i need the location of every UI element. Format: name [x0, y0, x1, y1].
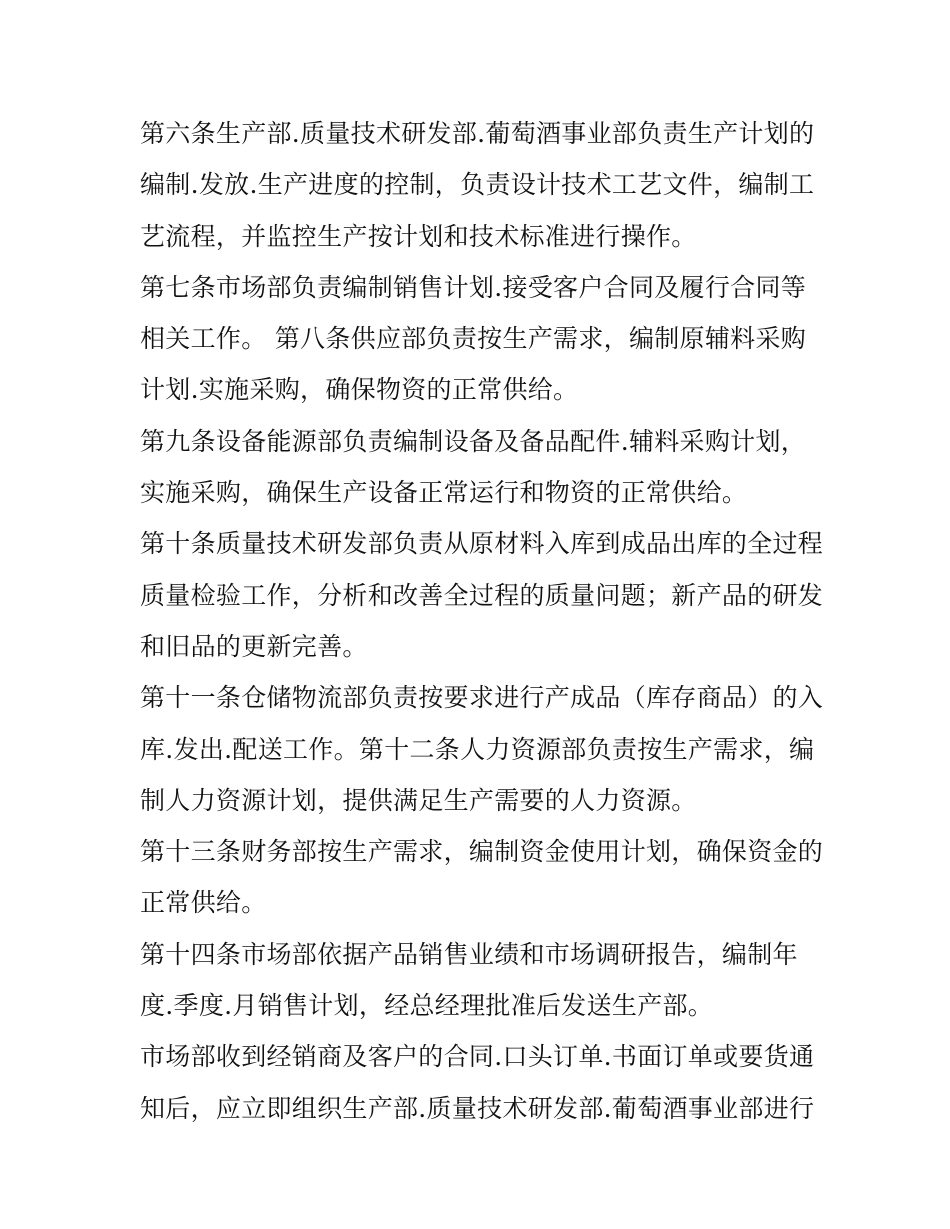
- text-line: 知后，应立即组织生产部.质量技术研发部.葡萄酒事业部进行: [140, 1093, 815, 1123]
- text-line: 第十四条市场部依据产品销售业绩和市场调研报告，编制年: [140, 939, 798, 969]
- text-line: 市场部收到经销商及客户的合同.口头订单.书面订单或要货通: [140, 1042, 815, 1072]
- text-line: 度.季度.月销售计划，经总经理批准后发送生产部。: [140, 991, 714, 1021]
- text-line: 计划.实施采购，确保物资的正常供给。: [140, 375, 579, 405]
- text-line: 第六条生产部.质量技术研发部.葡萄酒事业部负责生产计划的: [140, 119, 815, 148]
- text-line: 库.发出.配送工作。第十二条人力资源部负责按生产需求，编: [140, 734, 815, 764]
- text-line: 艺流程，并监控生产按计划和技术标准进行操作。: [140, 221, 697, 251]
- text-line: 第七条市场部负责编制销售计划.接受客户合同及履行合同等: [140, 272, 807, 302]
- text-line: 第十一条仓储物流部负责按要求进行产成品（库存商品）的入: [140, 683, 824, 713]
- document-body: [140, 108, 824, 1134]
- text-line: 编制.发放.生产进度的控制，负责设计技术工艺文件，编制工: [140, 170, 815, 200]
- text-line: 相关工作。 第八条供应部负责按生产需求，编制原辅料采购: [140, 324, 807, 354]
- text-line: 第十条质量技术研发部负责从原材料入库到成品出库的全过程: [140, 529, 824, 559]
- text-line: 质量检验工作，分析和改善全过程的质量问题；新产品的研发: [140, 580, 824, 610]
- text-line: 制人力资源计划，提供满足生产需要的人力资源。: [140, 785, 697, 815]
- text-line: 实施采购，确保生产设备正常运行和物资的正常供给。: [140, 478, 748, 508]
- text-line: 正常供给。: [140, 888, 267, 918]
- text-line: 第九条设备能源部负责编制设备及备品配件.辅料采购计划，: [140, 426, 807, 456]
- text-line: 和旧品的更新完善。: [140, 631, 368, 661]
- text-line: 第十三条财务部按生产需求，编制资金使用计划，确保资金的: [140, 837, 824, 867]
